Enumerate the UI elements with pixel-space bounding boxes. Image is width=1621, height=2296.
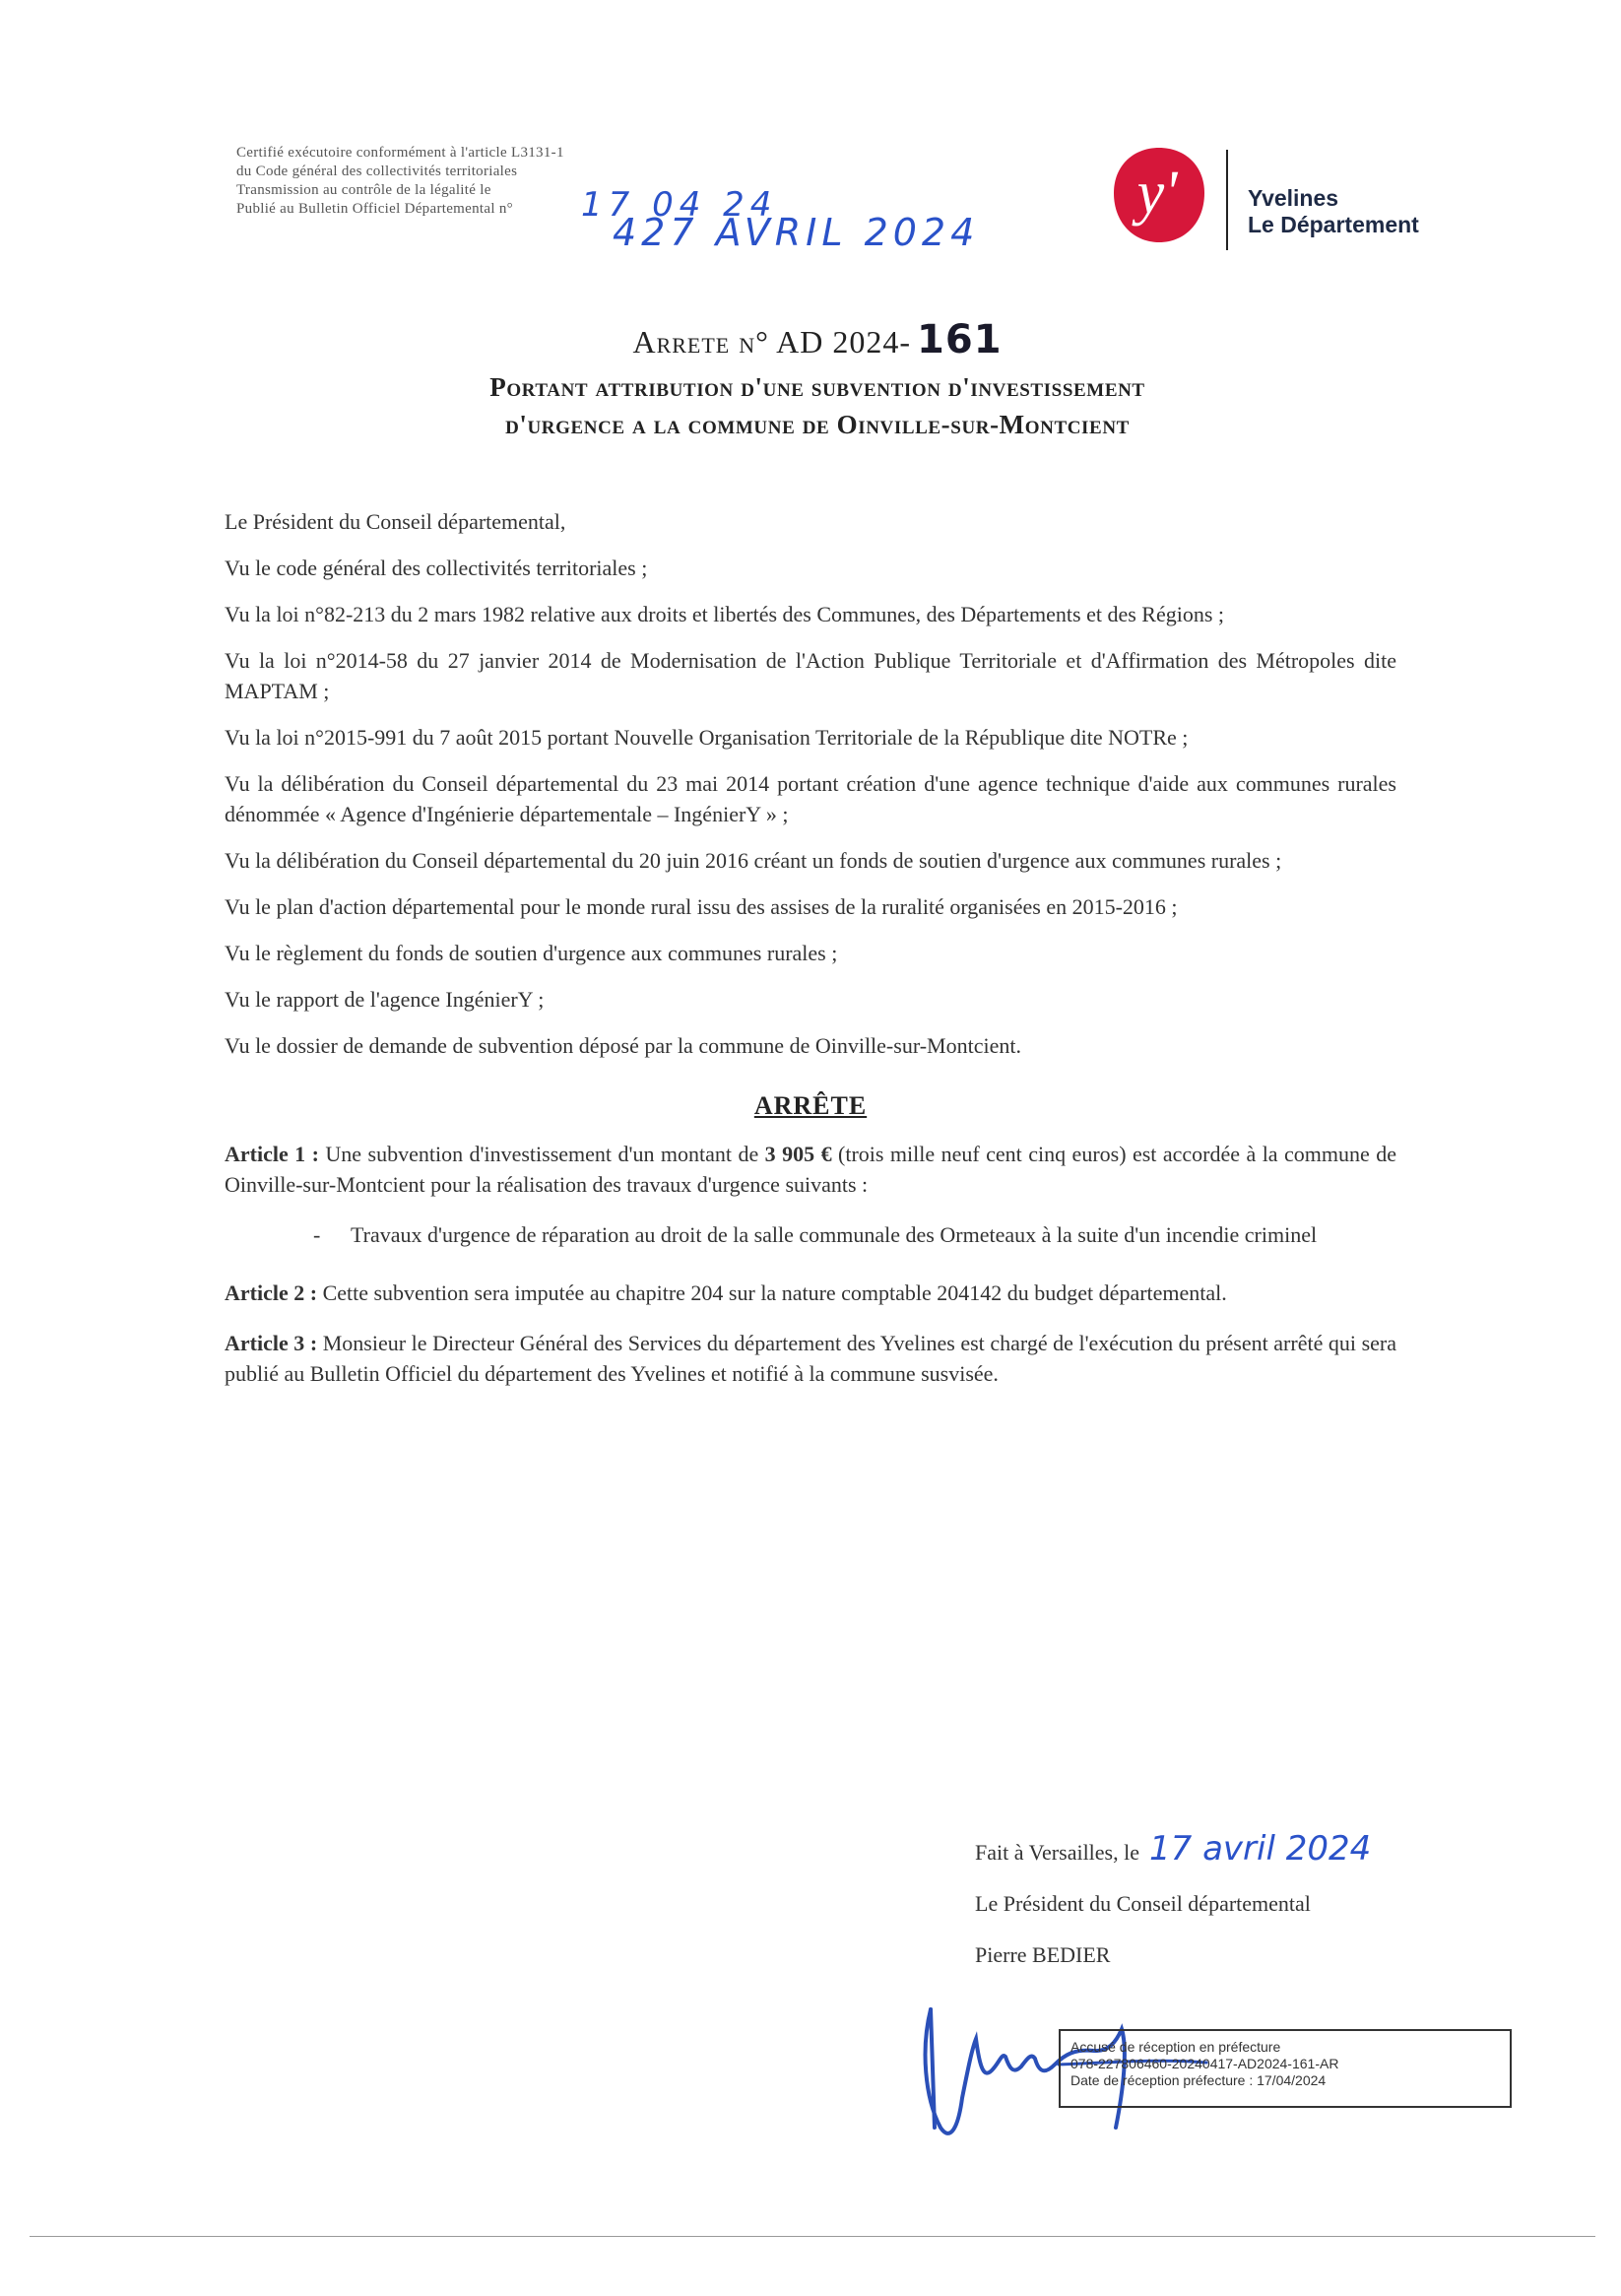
article-1-bullet-text: Travaux d'urgence de réparation au droit de la salle communale des Ormeteaux à la suite d'un incendie criminel [351,1222,1318,1247]
prefecture-reception-stamp [1059,2029,1512,2108]
article-1-amount: 3 905 € [764,1142,832,1166]
logo-line-1: Yvelines [1248,185,1339,211]
footer-divider [30,2236,1595,2237]
signature-role: Le Président du Conseil départemental [975,1891,1311,1916]
article-3-body: Monsieur le Directeur Général des Services du département des Yvelines est chargé de l'exécution du présent arrêté qui sera publié au Bulletin Officiel du département des Yvelines et notifié à la commune susvisée. [225,1331,1396,1386]
decree-title [118,317,1517,362]
president-intro: Le Président du Conseil départemental, [225,509,566,534]
decree-subtitle-line-1: Portant attribution d'une subvention d'investissement [489,372,1145,402]
transmission-date-handwritten: 17 04 24 [581,185,778,225]
signature-date-handwritten: 17 avril 2024 [1149,1829,1372,1869]
bulletin-number-handwritten: 427 AVRIL 2024 [613,211,980,254]
decree-number-handwritten: 161 [917,317,1003,362]
certification-line-3: Transmission au contrôle de la légalité le [236,182,491,198]
logo-line-2: Le Département [1248,212,1419,237]
certification-line-2: du Code général des collectivités territoriales [236,164,518,179]
considerant: Vu la délibération du Conseil départemental du 20 juin 2016 créant un fonds de soutien d'urgence aux communes rurales ; [225,848,1282,873]
considerant: Vu le règlement du fonds de soutien d'urgence aux communes rurales ; [225,941,838,965]
yvelines-logo-icon [1108,144,1210,246]
decree-heading: ARRÊTE [753,1091,868,1120]
decree-body [225,506,1396,1409]
article-2-body: Cette subvention sera imputée au chapitre 204 sur la nature comptable 204142 du budget départemental. [317,1280,1227,1305]
decree-title-prefix: Arrete n° AD 2024- [632,324,912,360]
considerant: Vu le plan d'action départemental pour le monde rural issu des assises de la ruralité organisées en 2015-2016 ; [225,894,1178,919]
signature-place-date [975,1829,1467,1869]
considerant: Vu le code général des collectivités territoriales ; [225,556,648,580]
bullet-dash: - [313,1222,321,1247]
article-2 [225,1278,1396,1308]
considerant: Vu la loi n°82-213 du 2 mars 1982 relative aux droits et libertés des Communes, des Départements et des Régions ; [225,602,1224,626]
reception-line-1: Accusé de réception en préfecture [1070,2039,1281,2055]
article-1-bullet [313,1219,1396,1250]
signature-name: Pierre BEDIER [975,1942,1111,1967]
logo-divider [1226,150,1228,250]
considerant: Vu la loi n°2014-58 du 27 janvier 2014 de Modernisation de l'Action Publique Territoriale et d'Affirmation des Métropoles dite MAPTAM ; [225,648,1396,703]
yvelines-logo [1108,144,1433,252]
considerant: Vu la délibération du Conseil départemental du 23 mai 2014 portant création d'une agence technique d'aide aux communes rurales dénommée « Agence d'Ingénierie départementale – IngénierY » ; [225,771,1396,826]
logo-mark-letter: y' [1136,160,1178,227]
certification-line-1: Certifié exécutoire conformément à l'article L3131-1 [236,145,564,161]
considerant: Vu le rapport de l'agence IngénierY ; [225,987,545,1012]
logo-text [1248,185,1419,238]
article-1-text [225,1139,1396,1200]
article-1-label: Article 1 : [225,1142,319,1166]
article-3-label: Article 3 : [225,1331,318,1355]
decree-subtitle-line-2: d'urgence a la commune de Oinville-sur-Montcient [505,410,1130,439]
article-3 [225,1328,1396,1389]
reception-line-3: Date de réception préfecture : 17/04/2024 [1070,2072,1327,2088]
article-3-text [225,1328,1396,1389]
signature-block [975,1829,1467,1992]
article-1-text-after: (trois mille neuf cent cinq euros) est accordée à la commune de Oinville-sur-Montcient pour la réalisation des travaux d'urgence suivants : [225,1142,1396,1197]
article-1 [225,1139,1396,1200]
article-1-text-before: Une subvention d'investissement d'un montant de [318,1142,765,1166]
article-2-text [225,1278,1396,1308]
reception-line-2: 078-227806460-20240417-AD2024-161-AR [1070,2056,1339,2071]
decree-title-block [118,317,1517,443]
article-2-label: Article 2 : [225,1280,318,1305]
signature-place: Fait à Versailles, le [975,1840,1139,1865]
considerant: Vu le dossier de demande de subvention déposé par la commune de Oinville-sur-Montcient. [225,1033,1021,1058]
certification-line-4: Publié au Bulletin Officiel Départemental n° [236,201,513,217]
considerant: Vu la loi n°2015-991 du 7 août 2015 portant Nouvelle Organisation Territoriale de la République dite NOTRe ; [225,725,1189,750]
